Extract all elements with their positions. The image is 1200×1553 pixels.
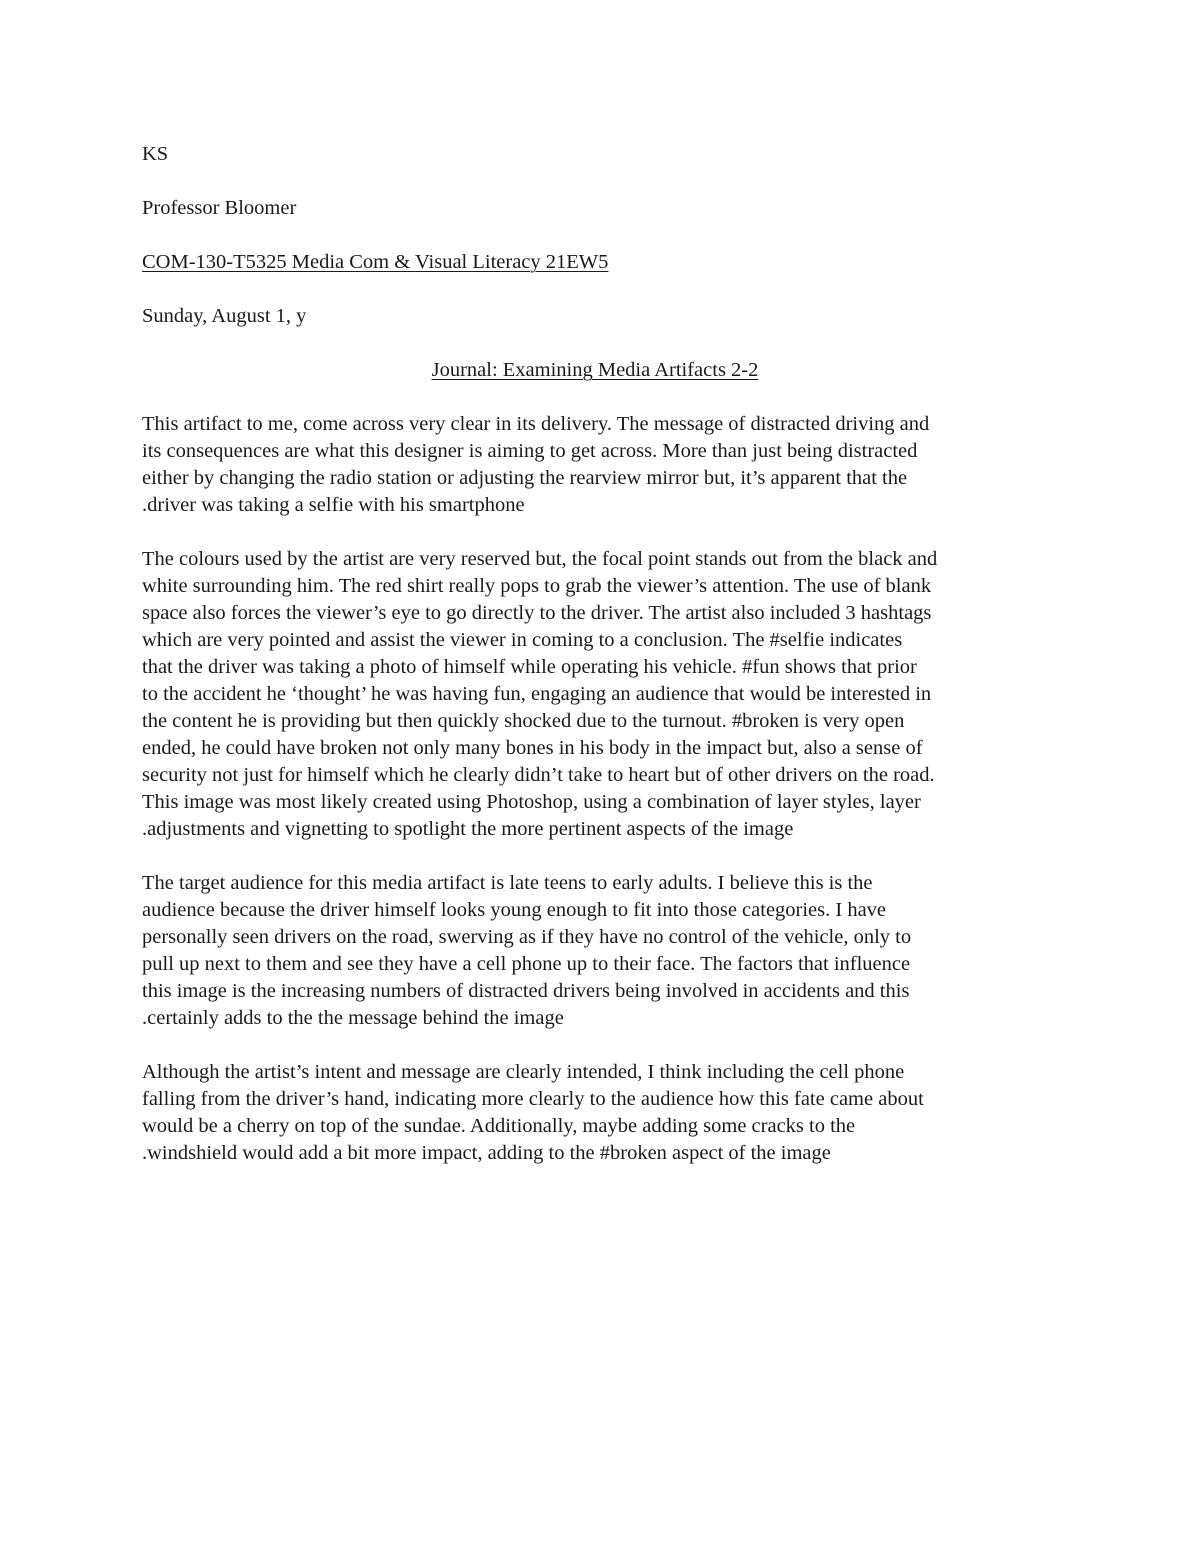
paragraph-line: This artifact to me, come across very clear in its delivery. The message of distracted driving and: [142, 413, 930, 435]
paragraph-line: .windshield would add a bit more impact, adding to the #broken aspect of the image: [142, 1142, 831, 1164]
paragraph-line: space also forces the viewer’s eye to go directly to the driver. The artist also included 3 hashtags: [142, 602, 932, 624]
paragraph-line: the content he is providing but then quickly shocked due to the turnout. #broken is very open: [142, 710, 905, 732]
paragraph-line: .driver was taking a selfie with his smartphone: [142, 494, 525, 516]
paragraph-line: The colours used by the artist are very reserved but, the focal point stands out from the black and: [142, 548, 938, 570]
document-page: [142, 141, 1062, 1194]
paragraph-line: either by changing the radio station or adjusting the rearview mirror but, it’s apparent that the: [142, 467, 908, 489]
paragraph-line: security not just for himself which he clearly didn’t take to heart but of other drivers on the road.: [142, 764, 935, 786]
professor-name: Professor Bloomer: [142, 197, 297, 219]
paragraph-line: .certainly adds to the the message behind the image: [142, 1007, 564, 1029]
paragraph-line: that the driver was taking a photo of himself while operating his vehicle. #fun shows that prior: [142, 656, 917, 678]
document-date: Sunday, August 1, y: [142, 305, 307, 327]
course-line-wrapper: [142, 249, 1062, 276]
paragraph-line: which are very pointed and assist the viewer in coming to a conclusion. The #selfie indicates: [142, 629, 903, 651]
paragraph-line: .adjustments and vignetting to spotlight the more pertinent aspects of the image: [142, 818, 794, 840]
paragraph-line: audience because the driver himself looks young enough to fit into those categories. I have: [142, 899, 887, 921]
course-name: COM-130-T5325 Media Com & Visual Literacy 21EW5: [142, 251, 609, 273]
paragraph-1: [142, 411, 1062, 519]
paragraph-2: [142, 546, 1062, 843]
paragraph-line: its consequences are what this designer is aiming to get across. More than just being distracted: [142, 440, 918, 462]
paragraph-line: pull up next to them and see they have a cell phone up to their face. The factors that influence: [142, 953, 911, 975]
paragraph-line: white surrounding him. The red shirt really pops to grab the viewer’s attention. The use of blank: [142, 575, 932, 597]
journal-title: Journal: Examining Media Artifacts 2-2: [431, 359, 759, 381]
title-wrapper: [142, 357, 1048, 384]
paragraph-line: this image is the increasing numbers of distracted drivers being involved in accidents and this: [142, 980, 910, 1002]
paragraph-line: would be a cherry on top of the sundae. Additionally, maybe adding some cracks to the: [142, 1115, 856, 1137]
paragraph-line: personally seen drivers on the road, swerving as if they have no control of the vehicle, only to: [142, 926, 912, 948]
paragraph-line: Although the artist’s intent and message are clearly intended, I think including the cell phone: [142, 1061, 905, 1083]
paragraph-line: This image was most likely created using Photoshop, using a combination of layer styles, layer: [142, 791, 921, 813]
paragraph-3: [142, 870, 1062, 1032]
paragraph-line: ended, he could have broken not only many bones in his body in the impact but, also a sense of: [142, 737, 923, 759]
author-initials: KS: [142, 143, 169, 165]
paragraph-line: falling from the driver’s hand, indicating more clearly to the audience how this fate came about: [142, 1088, 924, 1110]
paragraph-line: to the accident he ‘thought’ he was having fun, engaging an audience that would be interested in: [142, 683, 932, 705]
paragraph-4: [142, 1059, 1062, 1167]
paragraph-line: The target audience for this media artifact is late teens to early adults. I believe this is the: [142, 872, 873, 894]
